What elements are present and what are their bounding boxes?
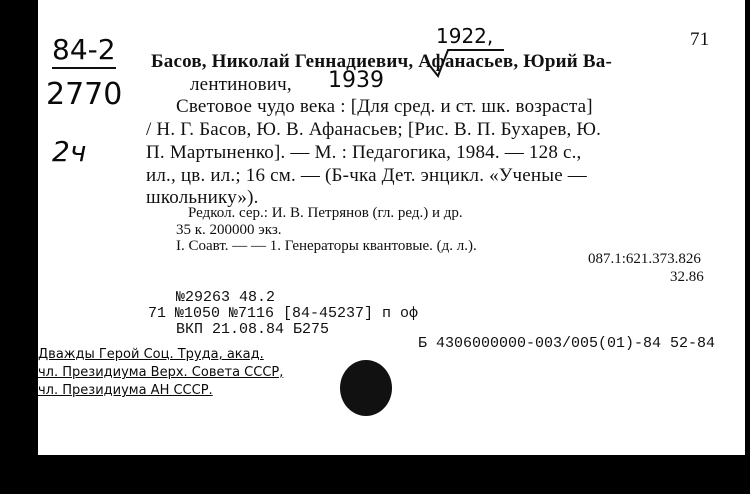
handwritten-year-2: 1939 (328, 68, 384, 93)
page-number: 71 (690, 29, 710, 50)
scan-border (38, 455, 750, 494)
body-line-3: П. Мартыненко]. — М. : Педагогика, 1984. — 128 с., (146, 142, 582, 163)
body-line-5: школьнику»). (146, 187, 259, 208)
registry-line-2: 71 №1050 №7116 [84-45237] п оф (148, 305, 419, 322)
handwritten-note-2: чл. Президиума Верх. Совета СССР, (38, 365, 284, 380)
handwritten-note-1: Дважды Герой Соц. Труда, акад. (38, 347, 264, 362)
card-punch-hole (340, 360, 392, 416)
udc-number: 087.1:621.373.826 (588, 251, 701, 267)
body-line-2: / Н. Г. Басов, Ю. В. Афанасьев; [Рис. В. П. Бухарев, Ю. (146, 119, 602, 140)
handwritten-note-3: чл. Президиума АН СССР. (38, 383, 213, 398)
call-number-mark: 2ч (52, 135, 87, 168)
body-line-4: ил., цв. ил.; 16 см. — (Б-чка Дет. энцикл. «Ученые — (146, 165, 587, 186)
note-tracings: I. Соавт. — — 1. Генераторы квантовые. (д. л.). (176, 238, 477, 254)
registry-line-1: №29263 48.2 (176, 289, 276, 306)
author-heading-line1: Басов, Николай Геннадиевич, Афанасьев, Юрий Ва- (151, 51, 612, 72)
call-number-bottom: 2770 (46, 77, 123, 112)
handwritten-birth-year: 1922, (436, 24, 494, 48)
note-price-print-run: 35 к. 200000 экз. (176, 222, 282, 238)
index-code: Б 4306000000-003/005(01)-84 52-84 (418, 335, 716, 352)
bbk-number: 32.86 (670, 269, 704, 285)
catalog-card (38, 0, 745, 455)
registry-line-3: ВКП 21.08.84 Б275 (176, 321, 330, 338)
note-editorial: Редкол. сер.: И. В. Петрянов (гл. ред.) и др. (188, 205, 463, 221)
call-number-top: 84-2 (52, 36, 116, 64)
body-line-1: Световое чудо века : [Для сред. и ст. шк. возраста] (176, 96, 593, 117)
author-heading-line2: лентинович, (190, 74, 292, 95)
